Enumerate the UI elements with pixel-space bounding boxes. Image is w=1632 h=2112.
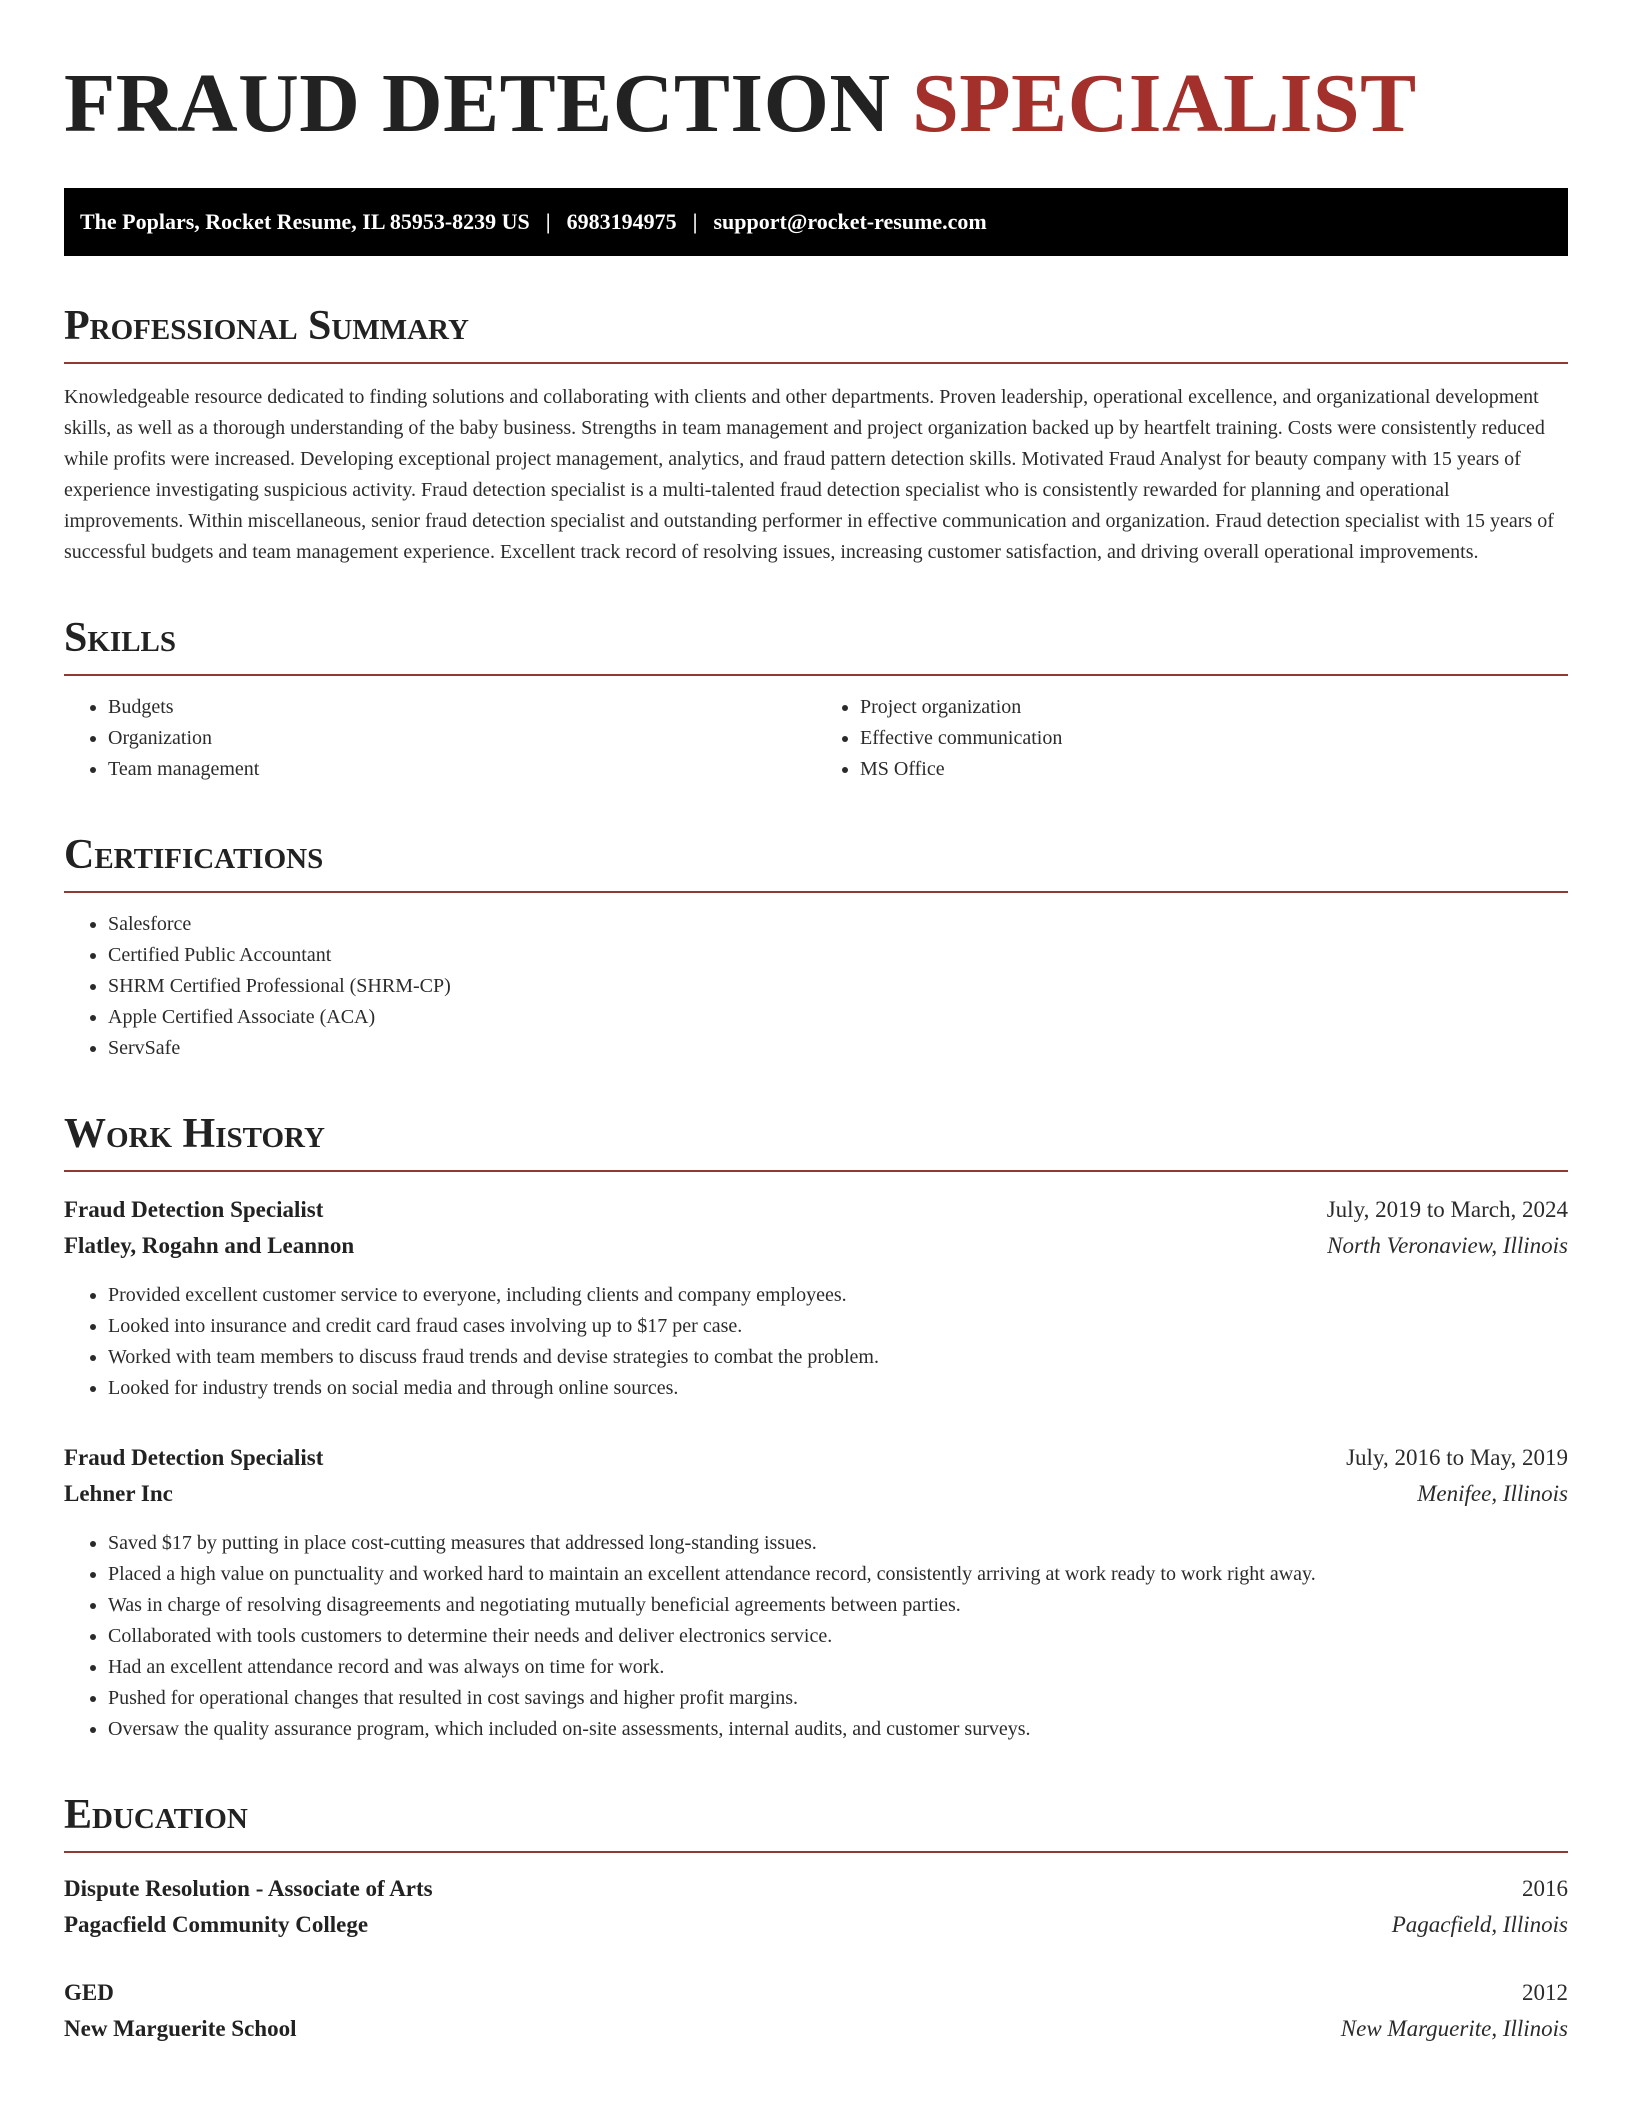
education-location: New Marguerite, Illinois: [1340, 2016, 1568, 2041]
section-heading: Certifications: [64, 831, 1568, 893]
certifications-section: [64, 831, 1568, 1064]
job-bullets: [64, 1280, 1568, 1404]
skills-list-right: [816, 692, 1568, 785]
job-role: Fraud Detection Specialist: [64, 1197, 324, 1222]
job-bullet: • Worked with team members to discuss fraud trends and devise strategies to combat the problem.: [108, 1342, 1568, 1373]
certification-item: • SHRM Certified Professional (SHRM-CP): [108, 971, 1568, 1002]
title-accent: SPECIALIST: [912, 57, 1417, 150]
job-entry: [64, 1440, 1568, 1745]
certification-item: • Certified Public Accountant: [108, 940, 1568, 971]
job-company-row: [64, 1476, 1568, 1512]
certifications-list: [64, 909, 1568, 1064]
skill-item: • Project organization: [860, 692, 1568, 723]
skill-item: • Organization: [108, 723, 816, 754]
job-dates: July, 2016 to May, 2019: [1346, 1445, 1568, 1470]
skills-list-left: [64, 692, 816, 785]
job-dates: July, 2019 to March, 2024: [1326, 1197, 1568, 1222]
education-degree: GED: [64, 1980, 114, 2005]
job-bullet: • Saved $17 by putting in place cost-cutting measures that addressed long-standing issues.: [108, 1528, 1568, 1559]
skill-item: • Budgets: [108, 692, 816, 723]
skill-item: • MS Office: [860, 754, 1568, 785]
skill-item: • Team management: [108, 754, 816, 785]
certification-item: • ServSafe: [108, 1033, 1568, 1064]
work-history-section: [64, 1110, 1568, 1745]
title-main: FRAUD DETECTION: [64, 57, 891, 150]
education-year: 2016: [1522, 1876, 1568, 1901]
education-degree: Dispute Resolution - Associate of Arts: [64, 1876, 433, 1901]
job-company: Lehner Inc: [64, 1481, 173, 1506]
job-role: Fraud Detection Specialist: [64, 1445, 324, 1470]
certification-item: • Salesforce: [108, 909, 1568, 940]
contact-separator: |: [692, 209, 698, 234]
section-heading: Skills: [64, 614, 1568, 676]
education-section: [64, 1791, 1568, 2047]
job-bullet: • Looked into insurance and credit card fraud cases involving up to $17 per case.: [108, 1311, 1568, 1342]
job-bullet: • Looked for industry trends on social media and through online sources.: [108, 1373, 1568, 1404]
contact-address: The Poplars, Rocket Resume, IL 85953-8239 US: [80, 209, 530, 234]
section-heading: Work History: [64, 1110, 1568, 1172]
skill-item: • Effective communication: [860, 723, 1568, 754]
job-bullet: • Placed a high value on punctuality and worked hard to maintain an excellent attendance record, consistently arriving at work ready to work right away.: [108, 1559, 1568, 1590]
certification-item: • Apple Certified Associate (ACA): [108, 1002, 1568, 1033]
job-entry: [64, 1192, 1568, 1404]
contact-bar: [64, 188, 1568, 256]
education-entry: [64, 1975, 1568, 2047]
job-header-row: [64, 1440, 1568, 1476]
education-location: Pagacfield, Illinois: [1391, 1912, 1568, 1937]
skills-section: [64, 614, 1568, 785]
education-school-row: [64, 2011, 1568, 2047]
job-bullet: • Had an excellent attendance record and was always on time for work.: [108, 1652, 1568, 1683]
job-bullets: [64, 1528, 1568, 1745]
summary-text: Knowledgeable resource dedicated to finding solutions and collaborating with clients and other departments. Proven leadership, operational excellence, and organizational development skills, as well as a thorough understanding of the baby business. Strengths in team management and project organization backed up by heartfelt training. Costs were consistently reduced while profits were increased. Developing exceptional project management, analytics, and fraud pattern detection skills. Motivated Fraud Analyst for beauty company with 15 years of experience investigating suspicious activity. Fraud detection specialist is a multi-talented fraud detection specialist who is consistently rewarded for planning and operational improvements. Within miscellaneous, senior fraud detection specialist and outstanding performer in effective communication and organization. Fraud detection specialist with 15 years of successful budgets and team management experience. Excellent track record of resolving issues, increasing customer satisfaction, and driving overall operational improvements.: [64, 386, 1554, 563]
job-location: North Veronaview, Illinois: [1327, 1233, 1568, 1258]
contact-email: support@rocket-resume.com: [713, 209, 987, 234]
job-bullet: • Oversaw the quality assurance program, which included on-site assessments, internal audits, and customer surveys.: [108, 1714, 1568, 1745]
skills-grid: [64, 676, 1568, 785]
education-school-row: [64, 1907, 1568, 1943]
education-school: Pagacfield Community College: [64, 1912, 369, 1937]
education-entry: [64, 1871, 1568, 1943]
candidate-title: [64, 56, 1568, 152]
job-bullet: • Pushed for operational changes that resulted in cost savings and higher profit margins.: [108, 1683, 1568, 1714]
summary-section: [64, 302, 1568, 568]
job-bullet: • Was in charge of resolving disagreements and negotiating mutually beneficial agreements between parties.: [108, 1590, 1568, 1621]
education-school: New Marguerite School: [64, 2016, 297, 2041]
section-heading: Professional Summary: [64, 302, 1568, 364]
job-location: Menifee, Illinois: [1417, 1481, 1568, 1506]
education-year: 2012: [1522, 1980, 1568, 2005]
job-bullet: • Provided excellent customer service to everyone, including clients and company employees.: [108, 1280, 1568, 1311]
contact-phone: 6983194975: [566, 209, 677, 234]
job-bullet: • Collaborated with tools customers to determine their needs and deliver electronics service.: [108, 1621, 1568, 1652]
contact-separator: |: [545, 209, 551, 234]
education-degree-row: [64, 1975, 1568, 2011]
section-heading: Education: [64, 1791, 1568, 1853]
job-company-row: [64, 1228, 1568, 1264]
job-company: Flatley, Rogahn and Leannon: [64, 1233, 355, 1258]
education-degree-row: [64, 1871, 1568, 1907]
job-header-row: [64, 1192, 1568, 1228]
